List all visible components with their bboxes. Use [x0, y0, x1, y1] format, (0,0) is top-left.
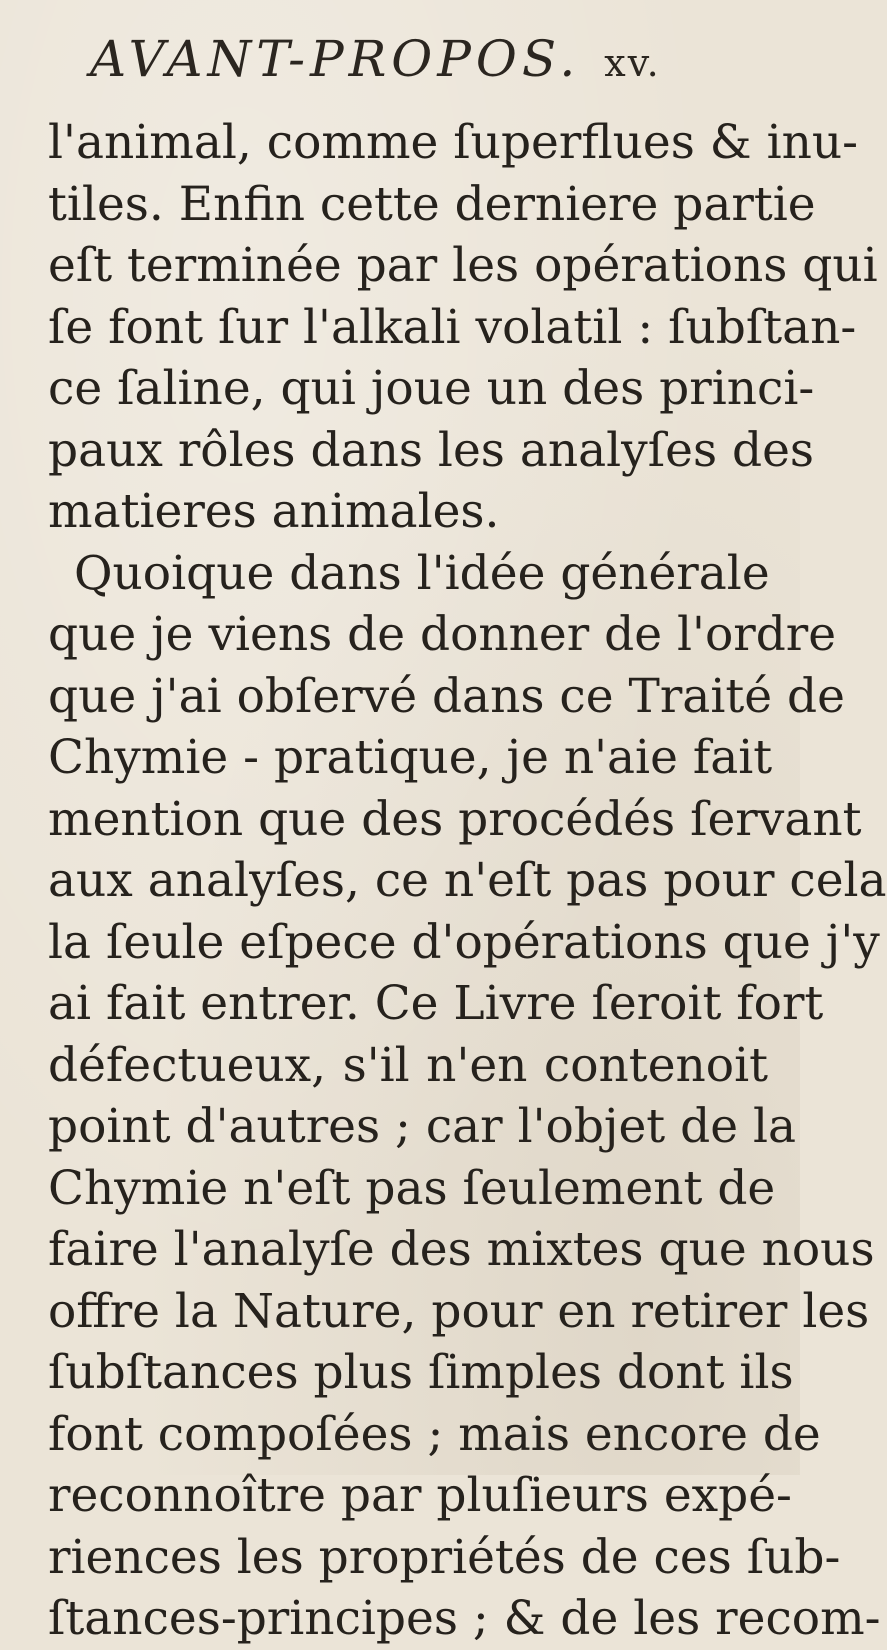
text-line: Quoique dans l'idée générale — [74, 545, 770, 601]
text-line: défectueux, s'il n'en contenoit — [48, 1037, 768, 1093]
running-head-title: AVANT-PROPOS. — [90, 30, 581, 88]
text-line: point d'autres ; car l'objet de la — [48, 1099, 797, 1154]
text-line: que je viens de donner de l'ordre — [48, 607, 837, 662]
text-line: aux analyſes, ce n'eſt pas pour cela — [48, 853, 887, 908]
page-number: xv. — [604, 41, 661, 85]
text-line: ſtances-principes ; & de les recom- — [48, 1591, 881, 1646]
text-line: la ſeule eſpece d'opérations que j'y — [48, 914, 880, 970]
text-line: matieres animales. — [48, 484, 500, 539]
text-line: riences les propriétés de ces ſub- — [48, 1529, 841, 1585]
text-line: faire l'analyſe des mixtes que nous — [48, 1222, 875, 1277]
text-line: que j'ai obſervé dans ce Traité de — [48, 668, 845, 724]
text-line: mention que des procédés ſervant — [48, 791, 862, 847]
text-line: font compoſées ; mais encore de — [48, 1406, 821, 1462]
text-line: ſe font ſur l'alkali volatil : ſubſtan- — [48, 299, 857, 355]
text-line: eſt terminée par les opérations qui — [48, 238, 878, 293]
text-line: reconnoître par pluſieurs expé- — [48, 1468, 792, 1523]
text-line: l'animal, comme ſuperflues & inu- — [48, 115, 859, 170]
text-line: Chymie n'eſt pas ſeulement de — [48, 1160, 776, 1216]
body-text — [48, 112, 887, 1650]
text-line: Chymie - pratique, je n'aie fait — [48, 730, 773, 785]
text-line: tiles. Enfin cette derniere partie — [48, 176, 816, 232]
text-line: ſubſtances plus ſimples dont ils — [48, 1345, 794, 1400]
text-line: paux rôles dans les analyſes des — [48, 422, 815, 478]
text-line: ce ſaline, qui joue un des princi- — [48, 361, 815, 416]
text-line: offre la Nature, pour en retirer les — [48, 1283, 870, 1339]
running-head — [90, 30, 661, 88]
text-line: ai fait entrer. Ce Livre ſeroit fort — [48, 976, 824, 1031]
